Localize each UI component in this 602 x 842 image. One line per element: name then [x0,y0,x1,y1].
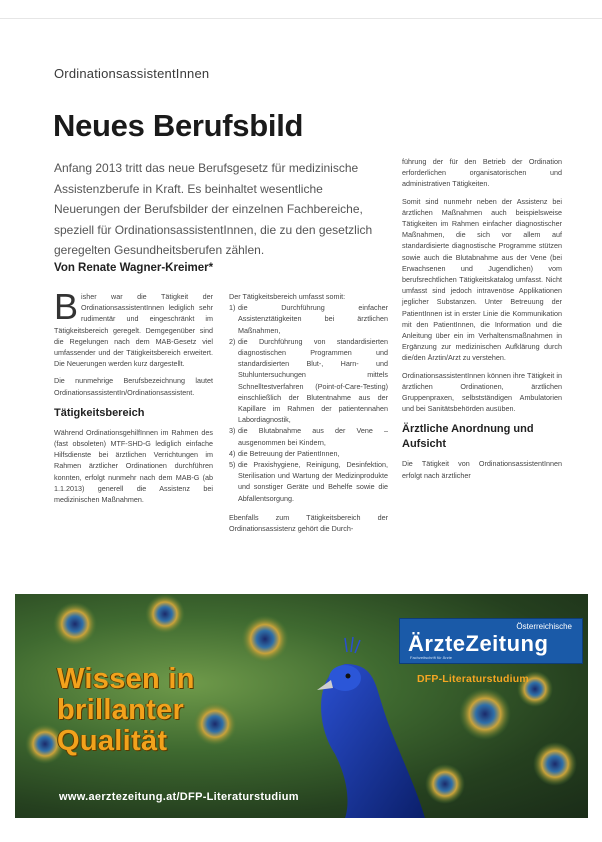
paragraph: Der Tätigkeitsbereich umfasst somit: [229,292,346,301]
paragraph [54,286,213,369]
paragraph: führung der für den Betrieb der Ordination erforderlichen organisatorischen und administrativen Tätigkeiten. [402,157,562,189]
section-rubric: OrdinationsassistentInnen [54,66,210,81]
column-2 [229,291,388,540]
column-1 [54,286,213,511]
list-number: 5) [229,460,236,470]
dfp-label: DFP-Literaturstudium [417,673,529,685]
article-lead: Anfang 2013 tritt das neue Berufsgesetz für medizinische Assistenzberufe in Kraft. Es beinhaltet wesentliche Neuerungen der Berufsbilder der einzelnen Fachbereiche, speziell für OrdinationsassistentInnen, die zu den gesetzlich geregelten Gesundheitsberufen zählen. [54,161,373,257]
activity-list [229,302,388,504]
headline-line-2: brillanter [57,694,185,726]
list-number: 2) [229,336,236,346]
list-number: 4) [229,448,236,458]
list-item [229,459,388,504]
list-item [229,448,388,459]
list-text: die Durchführung von standardisierten diagnostischen Programmen und standardisierten Blut-, Harn- und Stuhluntersuchungen mittels Schnelltestverfahren (Point-of-Care-Testing) einschließlich der Blutentnahme aus der Kapillare im Rahmen der patientennahen Labordiagnostik, [238,336,388,425]
subheading-anordnung: Ärztliche Anordnung und Aufsicht [402,423,534,451]
ad-headline [57,664,195,757]
logo-wordmark: ÄrzteZeitung [408,631,549,656]
dropcap: B [54,286,79,327]
paragraph: OrdinationsassistentInnen können ihre Tätigkeit in ärztlichen Ordinationen, ärztlichen Gruppenpraxen, selbstständigen Ambulatorien und bei Sanitätsbehörden ausüben. [402,370,562,414]
paragraph: Ebenfalls zum Tätigkeitsbereich der Ordinationsassistenz gehört die Durch- [229,512,388,534]
aerztezeitung-logo[interactable] [399,618,583,664]
logo-tagline: Fachzeitschrift für Ärzte [410,655,453,660]
list-item [229,302,388,336]
ad-url-link[interactable]: www.aerztezeitung.at/DFP-Literaturstudium [59,791,299,803]
list-number: 1) [229,303,236,313]
list-text: die Betreuung der PatientInnen, [238,448,340,458]
paragraph: Während OrdinationsgehilfInnen im Rahmen des (fast obsoleten) MTF-SHD-G lediglich einfache Hilfsdienste bei ärztlichen Verrichtungen im Rahmen ärztlicher Ordinationen durchführen konnten, erfolgt nunmehr nach dem MAB-G (ab 1.1.2013) generell die Assistenz bei medizinischen Maßnahmen. [54,427,213,505]
article-author: Von Renate Wagner-Kreimer* [54,262,214,274]
advertisement-banner[interactable] [15,594,588,818]
column-3 [402,156,562,487]
subheading-taetigkeitsbereich: Tätigkeitsbereich [54,406,145,419]
paragraph: Somit sind nunmehr neben der Assistenz bei ärztlichen Maßnahmen auch beispielsweise Tätigkeiten im Rahmen einfacher diagnostischer Maßnahmen, die sich vor allem auf standardisierte diagnostische Programme stützen sowie auch die Blutabnahme aus der Vene (bei Erwachsenen und Jugendlichen) vom berufsrechtlichen Tätigkeitskatalog umfasst. Nicht umfasst sind jedoch intravenöse Applikationen jeglicher Substanzen. Unter Betreuung der PatientInnen ist in erster Linie die Kommunikation mit den PatientInnen, die Information und die Anleitung über ein im Verhaltensmaßnahmen in Ergänzung zur medizinischen Aufklärung durch die/den Ärztin/Arzt zu verstehen. [402,196,562,363]
paragraph: Die Tätigkeit von OrdinationsassistentInnen erfolgt nach ärztlicher [402,459,562,480]
headline-line-3: Qualität [57,725,168,757]
list-text: die Durchführung einfacher Assistenztätigkeiten bei ärztlichen Maßnahmen, [238,303,388,335]
list-number: 3) [229,426,236,436]
list-item [229,425,388,447]
paragraph-text: isher war die Tätigkeit der OrdinationsassistentInnen lediglich sehr rudimentär und eingeschränkt im Tätigkeitsbereich geregelt. Demgegenüber sind die Regelungen nach dem MAB-Gesetz viel umfassender und der Tätigkeitsbereich erweitert. Die Neuerungen werden kurz dargestellt. [54,292,213,369]
list-text: die Blutabnahme aus der Vene – ausgenommen bei Kindern, [238,426,388,447]
list-item [229,336,388,426]
paragraph: Die nunmehrige Berufsbezeichnung lautet OrdinationsassistentIn/Ordinationsassistent. [54,376,213,397]
article-title: Neues Berufsbild [53,108,304,143]
list-text: die Praxishygiene, Reinigung, Desinfektion, Sterilisation und Wartung der Medizinprodukte und sonstiger Geräte und Behelfe sowie die Abfallentsorgung. [238,460,388,503]
logo-subtitle: Österreichische [516,622,572,631]
top-rule [0,18,602,19]
headline-line-1: Wissen in [57,663,195,695]
